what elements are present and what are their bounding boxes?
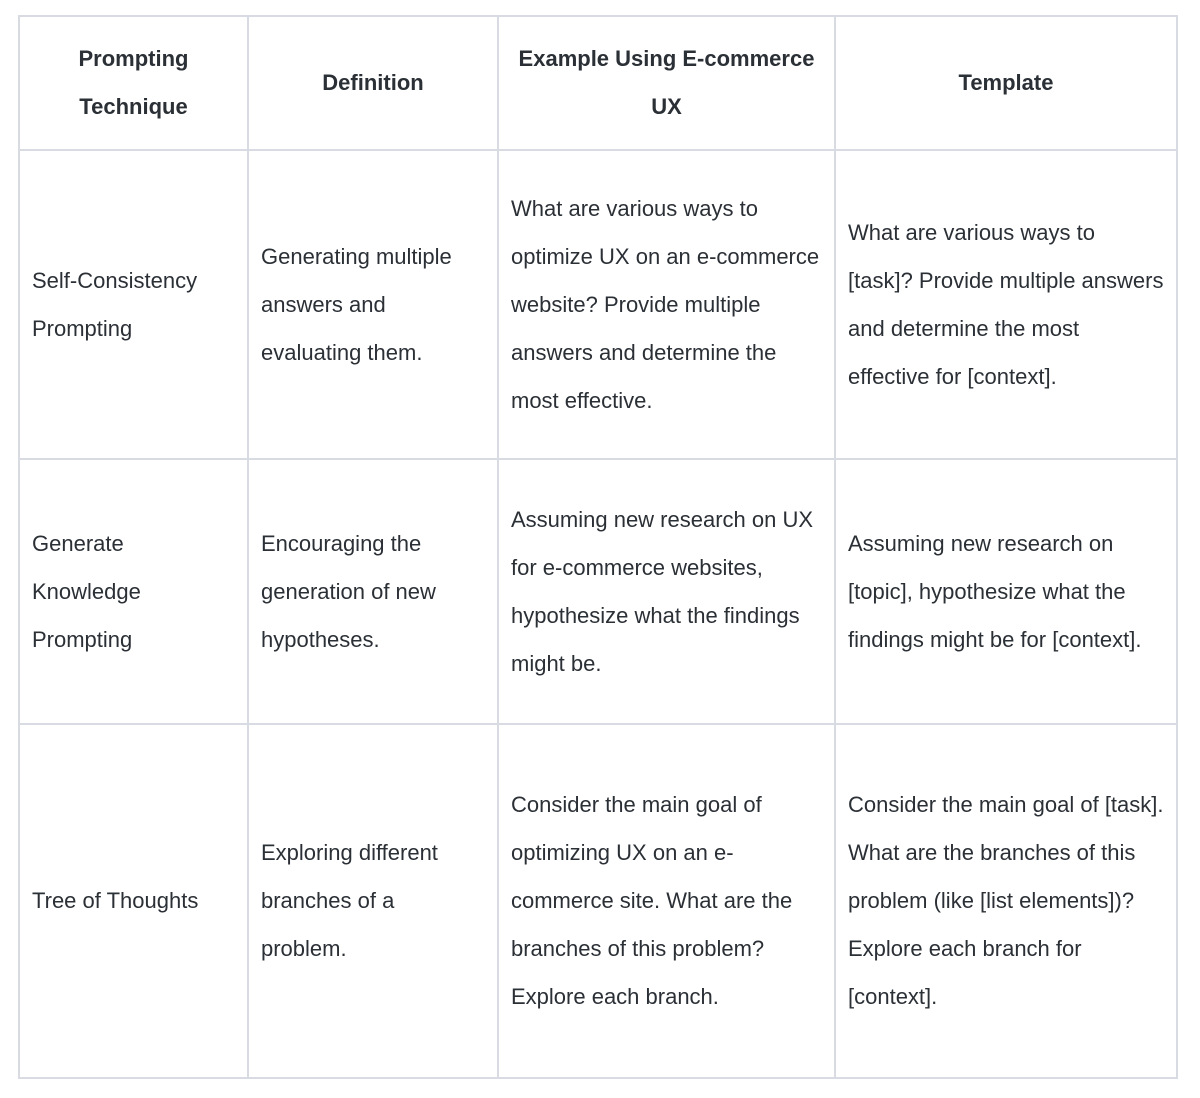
table-row	[19, 724, 1177, 1078]
cell-example: Consider the main goal of optimizing UX on an e-commerce site. What are the branches of this problem? Explore each branch.	[498, 724, 835, 1078]
cell-example: Assuming new research on UX for e-commerce websites, hypothesize what the findings might be.	[498, 459, 835, 724]
cell-definition: Generating multiple answers and evaluating them.	[248, 150, 498, 459]
table-row	[19, 150, 1177, 459]
header-definition: Definition	[248, 16, 498, 150]
header-example: Example Using E-commerce UX	[498, 16, 835, 150]
prompting-techniques-table	[18, 15, 1178, 1079]
cell-technique: Tree of Thoughts	[19, 724, 248, 1078]
cell-template: Consider the main goal of [task]. What are the branches of this problem (like [list elements])? Explore each branch for [context].	[835, 724, 1177, 1078]
header-technique: Prompting Technique	[19, 16, 248, 150]
cell-technique: Generate Knowledge Prompting	[19, 459, 248, 724]
table-row	[19, 459, 1177, 724]
cell-definition: Encouraging the generation of new hypotheses.	[248, 459, 498, 724]
cell-definition: Exploring different branches of a problem.	[248, 724, 498, 1078]
cell-template: Assuming new research on [topic], hypothesize what the findings might be for [context].	[835, 459, 1177, 724]
header-template: Template	[835, 16, 1177, 150]
table-header-row	[19, 16, 1177, 150]
cell-example: What are various ways to optimize UX on an e-commerce website? Provide multiple answers and determine the most effective.	[498, 150, 835, 459]
cell-technique: Self-Consistency Prompting	[19, 150, 248, 459]
cell-template: What are various ways to [task]? Provide multiple answers and determine the most effective for [context].	[835, 150, 1177, 459]
